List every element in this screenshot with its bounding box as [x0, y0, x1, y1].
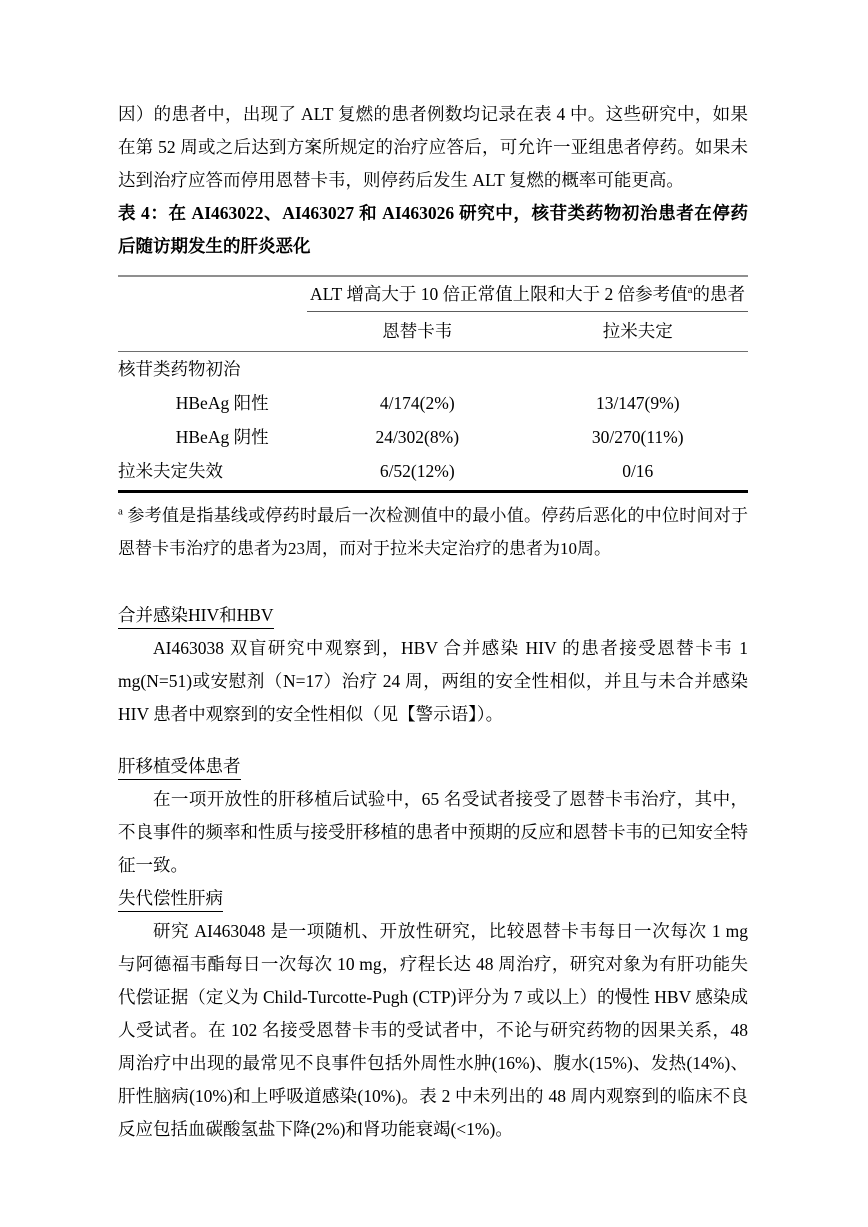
paragraph-decompensated-liver-disease: 研究 AI463048 是一项随机、开放性研究，比较恩替卡韦每日一次每次 1 mg 与阿德福韦酯每日一次每次 10 mg，疗程长达 48 周治疗，研究对象为有肝功能失代偿证据（定义为 Child-Turcotte-Pugh (CTP)评分为 7 或以上）的慢性 HBV 感染成人受试者。在 102 名接受恩替卡韦的受试者中，不论与研究药物的因果关系，48 周治疗中出现的最常见不良事件包括外周性水肿(16%)、腹水(15%)、发热(14%)、肝性脑病(10%)和上呼吸道感染(10%)。表 2 中未列出的 48 周内观察到的临床不良反应包括血碳酸氢盐下降(2%)和肾功能衰竭(<1%)。 — [118, 921, 748, 1139]
table-4-title: 表 4：在 AI463022、AI463027 和 AI463026 研究中，核苷类药物初治患者在停药后随访期发生的肝炎恶化 — [118, 203, 748, 256]
cell-entecavir: 6/52(12%) — [379, 461, 455, 481]
table-4 — [118, 275, 748, 493]
table-column-header-row — [118, 312, 748, 352]
row-label: HBeAg 阳性 — [175, 393, 269, 413]
table-row-lamivudine-refractory — [118, 454, 748, 492]
paragraph-liver-transplant: 在一项开放性的肝移植后试验中，65 名受试者接受了恩替卡韦治疗，其中，不良事件的频率和性质与接受肝移植的患者中预期的反应和恩替卡韦的已知安全特征一致。 — [118, 789, 748, 875]
footnote-superscript: a — [118, 505, 123, 518]
table-span-header — [307, 276, 748, 312]
cell-lamivudine: 0/16 — [622, 461, 654, 481]
column-header-entecavir: 恩替卡韦 — [307, 312, 528, 352]
table-row-hbeag-positive — [118, 386, 748, 420]
paragraph-alt-rebound: 因）的患者中，出现了 ALT 复燃的患者例数均记录在表 4 中。这些研究中，如果在第 52 周或之后达到方案所规定的治疗应答后，可允许一亚组患者停药。如果未达到治疗应答而停用恩替卡韦，则停药后发生 ALT 复燃的概率可能更高。 — [118, 104, 748, 190]
table-row-hbeag-negative — [118, 420, 748, 454]
empty-cell — [118, 276, 307, 312]
paragraph-hiv-hbv-coinfection: AI463038 双盲研究中观察到，HBV 合并感染 HIV 的患者接受恩替卡韦 1 mg(N=51)或安慰剂（N=17）治疗 24 周，两组的安全性相似，并且与未合并感染 HIV 患者中观察到的安全性相似（见【警示语】）。 — [118, 638, 748, 724]
row-label: 拉米夫定失效 — [118, 461, 223, 481]
cell-entecavir: 24/302(8%) — [375, 427, 460, 447]
row-label: HBeAg 阴性 — [175, 427, 269, 447]
cell-lamivudine: 13/147(9%) — [595, 393, 680, 413]
section-heading-hiv-hbv-coinfection: 合并感染HIV和HBV — [118, 599, 748, 632]
cell-entecavir — [307, 352, 528, 387]
cell-lamivudine: 30/270(11%) — [591, 427, 684, 447]
span-header-text: ALT 增高大于 10 倍正常值上限和大于 2 倍参考值 — [309, 284, 688, 304]
cell-lamivudine — [528, 352, 749, 387]
section-heading-decompensated-liver-disease: 失代偿性肝病 — [118, 882, 748, 915]
table-footnote — [118, 499, 748, 565]
span-header-tail: 的患者 — [692, 284, 746, 304]
row-label: 核苷类药物初治 — [118, 359, 241, 379]
table-span-header-row — [118, 276, 748, 312]
table-row-naive-group — [118, 352, 748, 387]
footnote-text: 参考值是指基线或停药时最后一次检测值中的最小值。停药后恶化的中位时间对于恩替卡韦治疗的患者为23周，而对于拉米夫定治疗的患者为10周。 — [118, 506, 748, 558]
column-header-lamivudine: 拉米夫定 — [528, 312, 749, 352]
empty-cell — [118, 312, 307, 352]
span-header-superscript: a — [687, 284, 693, 297]
cell-entecavir: 4/174(2%) — [379, 393, 455, 413]
section-heading-liver-transplant: 肝移植受体患者 — [118, 750, 748, 783]
